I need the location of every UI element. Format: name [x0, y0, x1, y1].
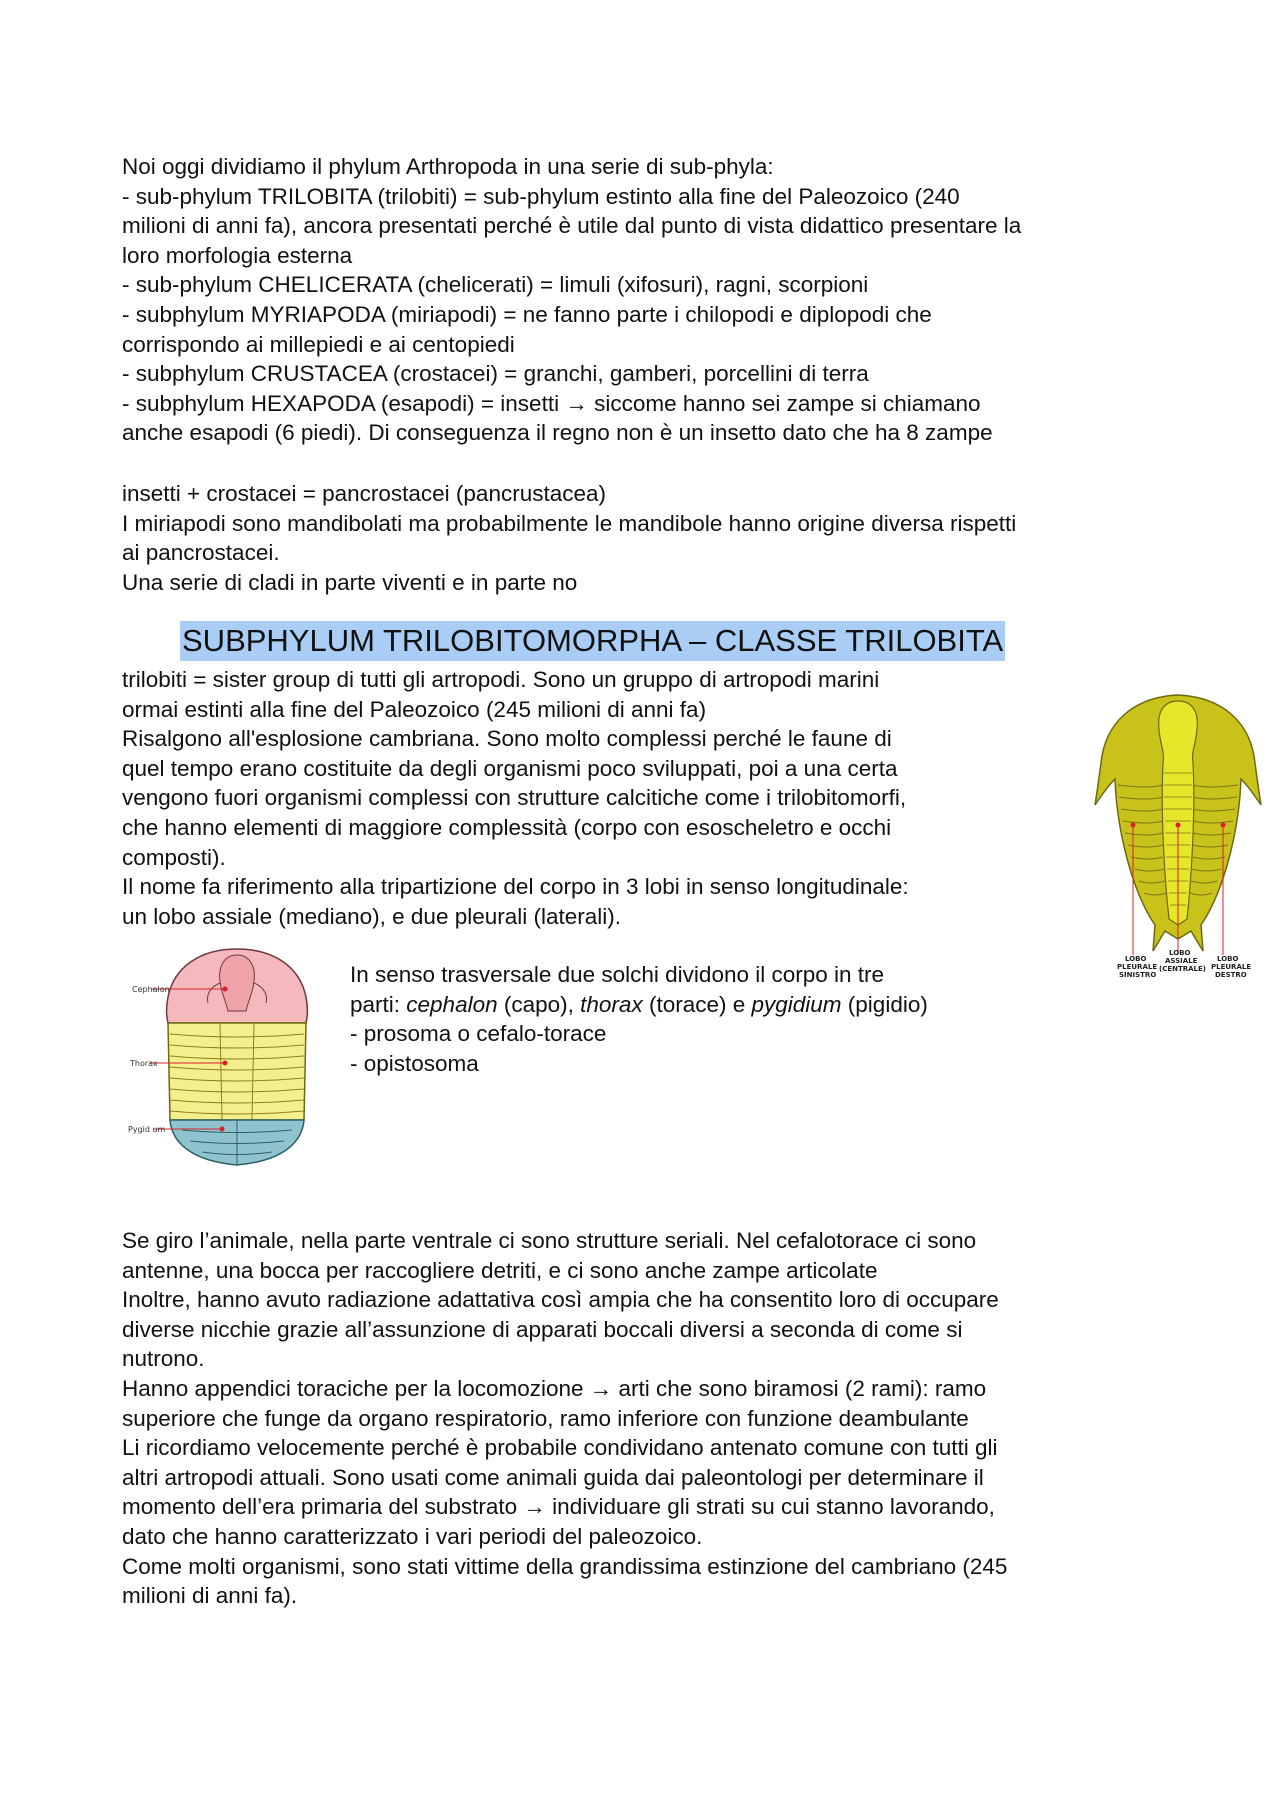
ventral-paragraph — [122, 1226, 1007, 1611]
label-lobo-destro-1: LOBO — [1217, 955, 1239, 963]
text-line: superiore che funge da organo respiratorio, ramo inferiore con funzione deambulante — [122, 1405, 969, 1431]
text-line: Hanno appendici toraciche per la locomozione → arti che sono biramosi (2 rami): ramo — [122, 1375, 987, 1401]
text-line: altri artropodi attuali. Sono usati come animali guida dai paleontologi per determinare il — [122, 1464, 984, 1490]
text-line: diverse nicchie grazie all’assunzione di apparati boccali diversi a seconda di come si — [122, 1316, 963, 1342]
section-heading: SUBPHYLUM TRILOBITOMORPHA – CLASSE TRILOBITA — [180, 621, 1005, 661]
text-line: anche esapodi (6 piedi). Di conseguenza il regno non è un insetto dato che ha 8 zampe — [122, 420, 993, 446]
text-line: vengono fuori organismi complessi con strutture calcitiche come i trilobitomorfi, — [122, 785, 907, 811]
trilobite-sections-illustration — [150, 949, 308, 1165]
text-fragment: (torace) e — [642, 991, 752, 1017]
text-line: milioni di anni fa), ancora presentati perché è utile dal punto di vista didattico presentare la — [122, 213, 1022, 239]
text-fragment: (capo), — [497, 991, 581, 1017]
term-thorax: thorax — [580, 991, 643, 1017]
text-line: - prosoma o cefalo-torace — [350, 1021, 607, 1047]
text-line: quel tempo erano costituite da degli organismi poco sviluppati, poi a una certa — [122, 755, 898, 781]
text-line: - sub-phylum TRILOBITA (trilobiti) = sub-phylum estinto alla fine del Paleozoico (240 — [122, 183, 960, 209]
label-thorax: Thorax — [130, 1059, 158, 1068]
label-lobo-assiale-1: LOBO — [1169, 949, 1191, 957]
label-lobo-sinistro-3: SINISTRO — [1119, 971, 1157, 979]
label-lobo-sinistro-1: LOBO — [1125, 955, 1147, 963]
label-lobo-destro-3: DESTRO — [1215, 971, 1247, 979]
term-cephalon: cephalon — [406, 991, 498, 1017]
text-fragment: (pigidio) — [841, 991, 928, 1017]
trilobite-body-illustration — [1095, 695, 1261, 955]
text-line: ormai estinti alla fine del Paleozoico (245 milioni di anni fa) — [122, 696, 707, 722]
text-line: loro morfologia esterna — [122, 242, 353, 268]
text-line: - opistosoma — [350, 1050, 479, 1076]
text-line: - subphylum MYRIAPODA (miriapodi) = ne fanno parte i chilopodi e diplopodi che — [122, 301, 932, 327]
trilobite-sections-figure — [122, 945, 334, 1169]
text-line: Li ricordiamo velocemente perché è probabile condividano antenato comune con tutti gli — [122, 1435, 998, 1461]
text-line: Risalgono all'esplosione cambriana. Sono molto complessi perché le faune di — [122, 726, 892, 752]
text-line: - subphylum CRUSTACEA (crostacei) = granchi, gamberi, porcellini di terra — [122, 361, 869, 387]
trilobite-lobes-figure — [1093, 693, 1263, 979]
label-pygidium: Pygid um — [128, 1125, 166, 1134]
trilobiti-paragraph — [122, 665, 909, 931]
label-cephalon: Cephalon — [132, 985, 170, 994]
text-line — [350, 990, 928, 1020]
text-line: I miriapodi sono mandibolati ma probabilmente le mandibole hanno origine diversa rispetti — [122, 510, 1017, 536]
text-line: composti). — [122, 844, 226, 870]
text-line: trilobiti = sister group di tutti gli artropodi. Sono un gruppo di artropodi marini — [122, 667, 880, 692]
label-lobo-sinistro-2: PLEURALE — [1117, 963, 1158, 971]
text-line: Se giro l’animale, nella parte ventrale ci sono strutture seriali. Nel cefalotorace ci sono — [122, 1228, 977, 1253]
text-line: nutrono. — [122, 1346, 205, 1372]
label-lobo-destro-2: PLEURALE — [1211, 963, 1252, 971]
term-pygidium: pygidium — [751, 991, 842, 1017]
text-line: insetti + crostacei = pancrostacei (pancrustacea) — [122, 481, 606, 506]
text-line: antenne, una bocca per raccogliere detriti, e ci sono anche zampe articolate — [122, 1257, 878, 1283]
text-line: - subphylum HEXAPODA (esapodi) = insetti → siccome hanno sei zampe si chiamano — [122, 390, 981, 416]
text-line: milioni di anni fa). — [122, 1583, 298, 1609]
text-line: Una serie di cladi in parte viventi e in parte no — [122, 569, 578, 595]
intro-paragraph — [122, 152, 1021, 448]
text-line: Il nome fa riferimento alla tripartizione del corpo in 3 lobi in senso longitudinale: — [122, 874, 909, 900]
text-line: corrispondo ai millepiedi e ai centopiedi — [122, 331, 515, 357]
text-fragment: parti: — [350, 991, 407, 1017]
sections-paragraph — [350, 960, 928, 1078]
text-line: un lobo assiale (mediano), e due pleurali (laterali). — [122, 903, 622, 929]
text-line: ai pancrostacei. — [122, 540, 280, 566]
text-line: Noi oggi dividiamo il phylum Arthropoda in una serie di sub-phyla: — [122, 154, 774, 179]
text-line: Inoltre, hanno avuto radiazione adattativa così ampia che ha consentito loro di occupare — [122, 1287, 999, 1313]
text-line: momento dell’era primaria del substrato → individuare gli strati su cui stanno lavorando, — [122, 1494, 995, 1520]
text-line: che hanno elementi di maggiore complessità (corpo con esoscheletro e occhi — [122, 814, 892, 840]
text-line: In senso trasversale due solchi dividono il corpo in tre — [350, 962, 885, 987]
pancrustacea-paragraph — [122, 479, 1016, 597]
text-line: - sub-phylum CHELICERATA (chelicerati) = limuli (xifosuri), ragni, scorpioni — [122, 272, 869, 298]
label-lobo-assiale-3: (CENTRALE) — [1159, 965, 1207, 973]
label-lobo-assiale-2: ASSIALE — [1165, 957, 1198, 965]
text-line: dato che hanno caratterizzato i vari periodi del paleozoico. — [122, 1523, 703, 1549]
text-line: Come molti organismi, sono stati vittime della grandissima estinzione del cambriano (245 — [122, 1553, 1008, 1579]
